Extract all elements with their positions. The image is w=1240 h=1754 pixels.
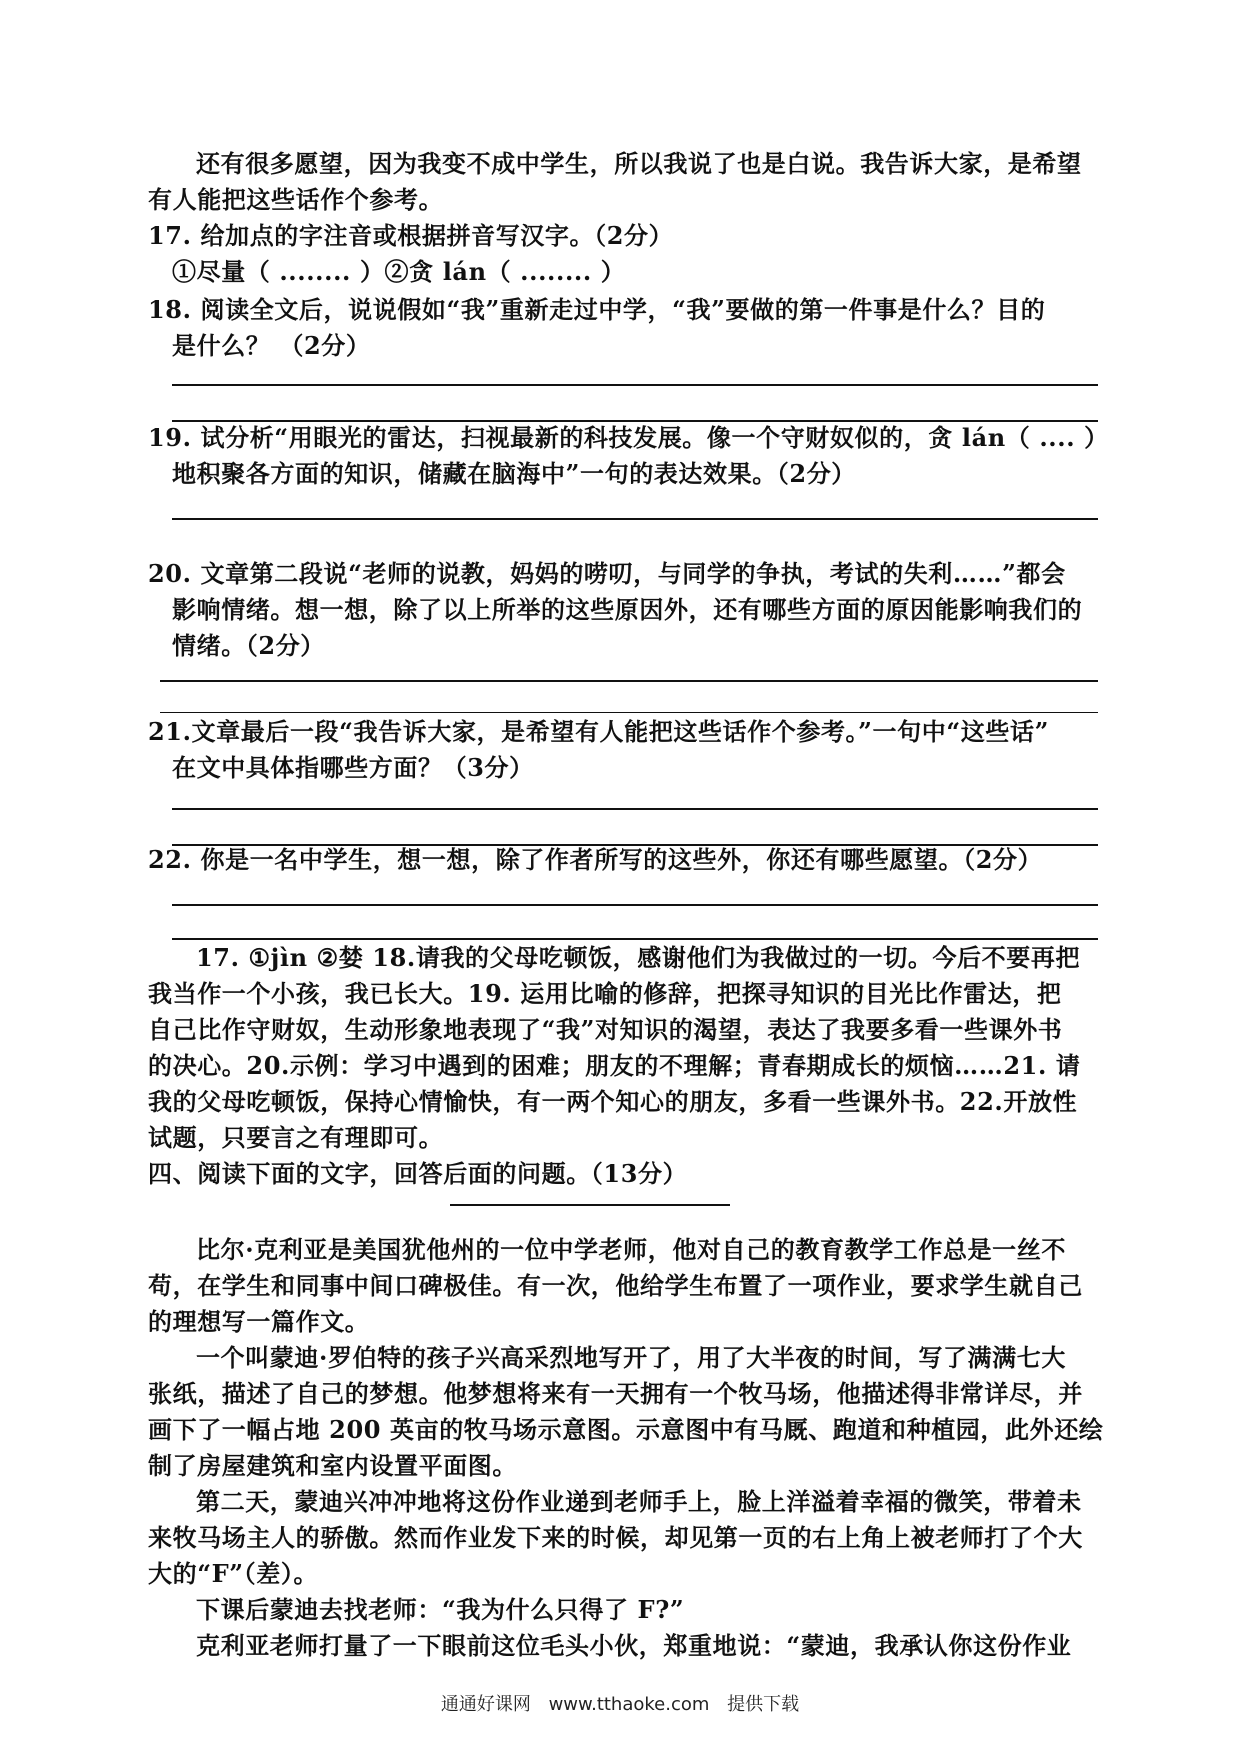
question-17: 17. 给加点的字注音或根据拼音写汉字。（2分） [148, 221, 674, 250]
passage-line: 大的“F”（差）。 [148, 1559, 319, 1588]
passage-line: 的理想写一篇作文。 [148, 1307, 370, 1336]
passage-line: 第二天，蒙迪兴冲冲地将这份作业递到老师手上，脸上洋溢着幸福的微笑，带着未 [196, 1487, 1082, 1516]
question-21-cont: 在文中具体指哪些方面？（3分） [172, 753, 534, 782]
passage-line: 下课后蒙迪去找老师：“我为什么只得了 F?” [196, 1595, 685, 1624]
question-17-blanks: ①尽量（ ........ ）②贪 lán（ ........ ） [172, 257, 626, 286]
question-21: 21.文章最后一段“我告诉大家，是希望有人能把这些话作个参考。”一句中“这些话” [148, 717, 1049, 746]
passage-line: 克利亚老师打量了一下眼前这位毛头小伙，郑重地说：“蒙迪，我承认你这份作业 [196, 1631, 1072, 1660]
question-19-cont: 地积聚各方面的知识，储藏在脑海中”一句的表达效果。（2分） [172, 459, 856, 488]
passage-line: 张纸，描述了自己的梦想。他梦想将来有一天拥有一个牧马场，他描述得非常详尽，并 [148, 1379, 1083, 1408]
title-line [450, 1204, 730, 1206]
question-20: 20. 文章第二段说“老师的说教，妈妈的唠叨，与同学的争执，考试的失利……”都会 [148, 559, 1066, 588]
footer-note: 提供下载 [727, 1694, 800, 1715]
footer-site: 通通好课网 [440, 1694, 531, 1715]
answer-key-line: 我当作一个小孩，我已长大。19. 运用比喻的修辞，把探寻知识的目光比作雷达，把 [148, 979, 1062, 1008]
question-18: 18. 阅读全文后，说说假如“我”重新走过中学，“我”要做的第一件事是什么？目的 [148, 295, 1046, 324]
answer-key-line: 17. ①jìn ②婪 18.请我的父母吃顿饭，感谢他们为我做过的一切。今后不要再把 [196, 943, 1081, 972]
answer-line [172, 384, 1098, 386]
passage-line: 制了房屋建筑和室内设置平面图。 [148, 1451, 517, 1480]
answer-key-line: 自己比作守财奴，生动形象地表现了“我”对知识的渴望，表达了我要多看一些课外书 [148, 1015, 1063, 1044]
passage-tail-line: 还有很多愿望，因为我变不成中学生，所以我说了也是白说。我告诉大家，是希望 [196, 149, 1082, 178]
answer-key-line: 的决心。20.示例：学习中遇到的困难；朋友的不理解；青春期成长的烦恼……21. 请 [148, 1051, 1081, 1080]
passage-line: 苟，在学生和同事中间口碑极佳。有一次，他给学生布置了一项作业，要求学生就自己 [148, 1271, 1083, 1300]
page-footer [0, 1690, 1240, 1716]
answer-key-line: 我的父母吃顿饭，保持心情愉快，有一两个知心的朋友，多看一些课外书。22.开放性 [148, 1087, 1078, 1116]
question-20-cont: 情绪。（2分） [172, 631, 325, 660]
answer-line [172, 808, 1098, 810]
question-19: 19. 试分析“用眼光的雷达，扫视最新的科技发展。像一个守财奴似的，贪 lán（ .... ） [148, 423, 1109, 452]
passage-line: 画下了一幅占地 200 英亩的牧马场示意图。示意图中有马厩、跑道和种植园，此外还绘 [148, 1415, 1104, 1444]
question-22: 22. 你是一名中学生，想一想，除了作者所写的这些外，你还有哪些愿望。（2分） [148, 845, 1043, 874]
passage-line: 比尔·克利亚是美国犹他州的一位中学老师，他对自己的教育教学工作总是一丝不 [196, 1235, 1066, 1264]
passage-tail-line: 有人能把这些话作个参考。 [148, 185, 444, 214]
answer-line [160, 712, 1098, 713]
question-20-cont: 影响情绪。想一想，除了以上所举的这些原因外，还有哪些方面的原因能影响我们的 [172, 595, 1083, 624]
answer-line [160, 680, 1098, 682]
passage-line: 一个叫蒙迪·罗伯特的孩子兴高采烈地写开了，用了大半夜的时间，写了满满七大 [196, 1343, 1066, 1372]
question-18-cont: 是什么？ （2分） [172, 331, 371, 360]
answer-key-line: 试题，只要言之有理即可。 [148, 1123, 444, 1152]
section-heading: 四、阅读下面的文字，回答后面的问题。（13分） [148, 1159, 688, 1188]
footer-url[interactable]: www.tthaoke.com [548, 1694, 710, 1715]
answer-line [172, 904, 1098, 906]
answer-line [172, 518, 1098, 520]
passage-line: 来牧马场主人的骄傲。然而作业发下来的时候，却见第一页的右上角上被老师打了个大 [148, 1523, 1083, 1552]
